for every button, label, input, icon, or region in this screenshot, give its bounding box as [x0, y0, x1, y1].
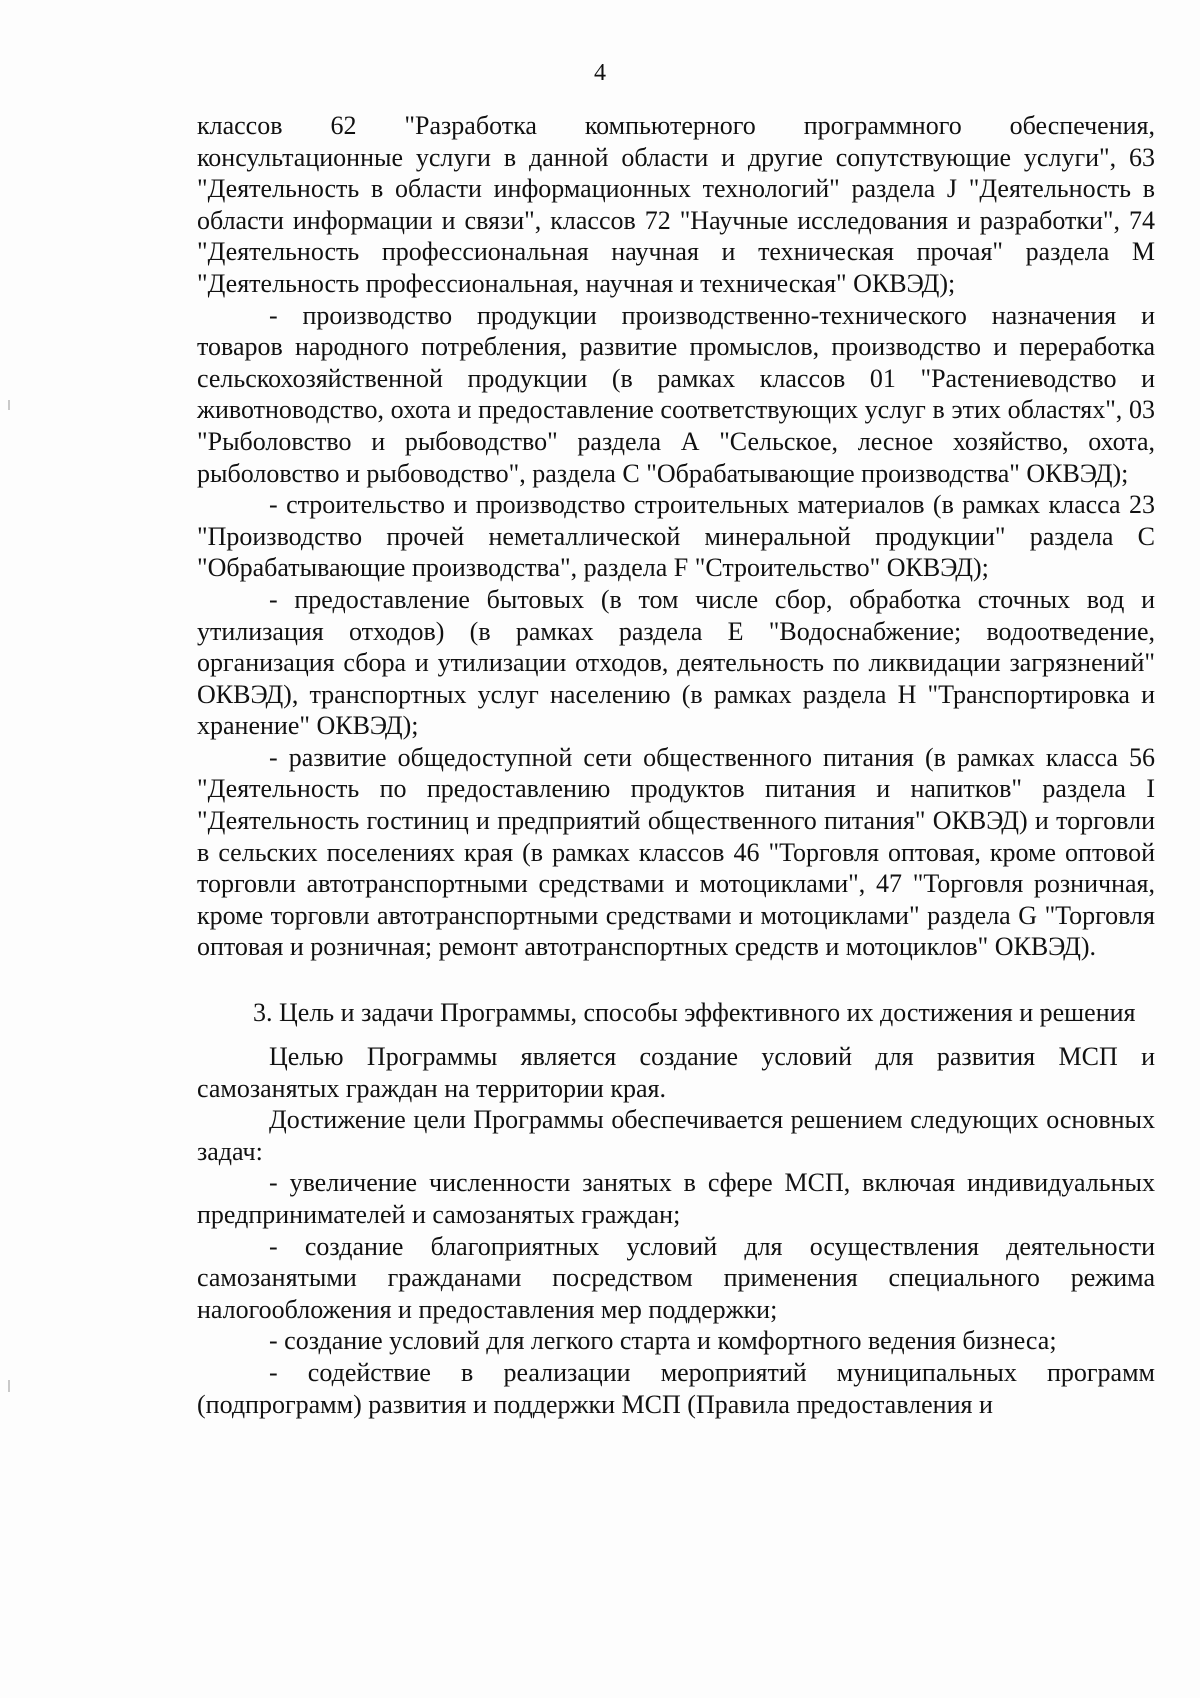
scan-artifact [8, 400, 10, 410]
list-item-task: - содействие в реализации мероприятий муниципальных программ (подпрограмм) развития и поддержки МСП (Правила предоставления и [197, 1357, 1155, 1419]
paragraph-goal: Целью Программы является создание условий для развития МСП и самозанятых граждан на территории края. [197, 1042, 1155, 1103]
list-item-task: - создание условий для легкого старта и комфортного ведения бизнеса; [269, 1326, 1057, 1356]
list-item-construction: - строительство и производство строительных материалов (в рамках класса 23 "Производство прочей неметаллической минеральной продукции" раздела С "Обрабатывающие производства", раздела F "Строительство" ОКВЭД); [197, 490, 1155, 583]
list-item-catering: - развитие общедоступной сети общественного питания (в рамках класса 56 "Деятельность по предоставлению продуктов питания и напитков" раздела I "Деятельность гостиниц и предприятий общественного питания" ОКВЭД) и торговли в сельских поселениях края (в рамках классов 46 "Торговля оптовая, кроме оптовой торговли автотранспортными средствами и мотоциклами", 47 "Торговля розничная, кроме торговли автотранспортными средствами и мотоциклами" раздела G "Торговля оптовая и розничная; ремонт автотранспортных средств и мотоциклов" ОКВЭД). [197, 742, 1155, 962]
paragraph-continuation: классов 62 "Разработка компьютерного программного обеспечения, консультационные услуги в данной области и другие сопутствующие услуги", 63 "Деятельность в области информационных технологий" раздела J "Деятельность в области информации и связи", классов 72 "Научные исследования и разработки", 74 "Деятельность профессиональная научная и техническая прочая" раздела М "Деятельность профессиональная, научная и техническая" ОКВЭД); [197, 111, 1155, 298]
section-heading: 3. Цель и задачи Программы, способы эффективного их достижения и решения [253, 998, 1136, 1028]
paragraph-achievement: Достижение цели Программы обеспечивается решением следующих основных задач: [197, 1105, 1155, 1166]
scan-artifact [8, 1380, 10, 1392]
list-item-services: - предоставление бытовых (в том числе сбор, обработка сточных вод и утилизация отходов) (в рамках раздела Е "Водоснабжение; водоотведение, организация сбора и утилизации отходов, деятельность по ликвидации загрязнений" ОКВЭД), транспортных услуг населению (в рамках раздела Н "Транспортировка и хранение" ОКВЭД); [197, 584, 1155, 741]
list-item-task: - увеличение численности занятых в сфере МСП, включая индивидуальных предпринимателей и самозанятых граждан; [197, 1168, 1155, 1229]
page-number: 4 [594, 60, 606, 86]
document-body [197, 110, 1155, 1420]
list-item-production: - производство продукции производственно-технического назначения и товаров народного потребления, развитие промыслов, производство и переработка сельскохозяйственной продукции (в рамках классов 01 "Растениеводство и животноводство, охота и предоставление соответствующих услуг в этих областях", 03 "Рыболовство и рыбоводство" раздела А "Сельское, лесное хозяйство, охота, рыболовство и рыбоводство", раздела С "Обрабатывающие производства" ОКВЭД); [197, 300, 1155, 488]
list-item-task: - создание благоприятных условий для осуществления деятельности самозанятыми гражданами посредством применения специального режима налогообложения и предоставления мер поддержки; [197, 1231, 1155, 1324]
